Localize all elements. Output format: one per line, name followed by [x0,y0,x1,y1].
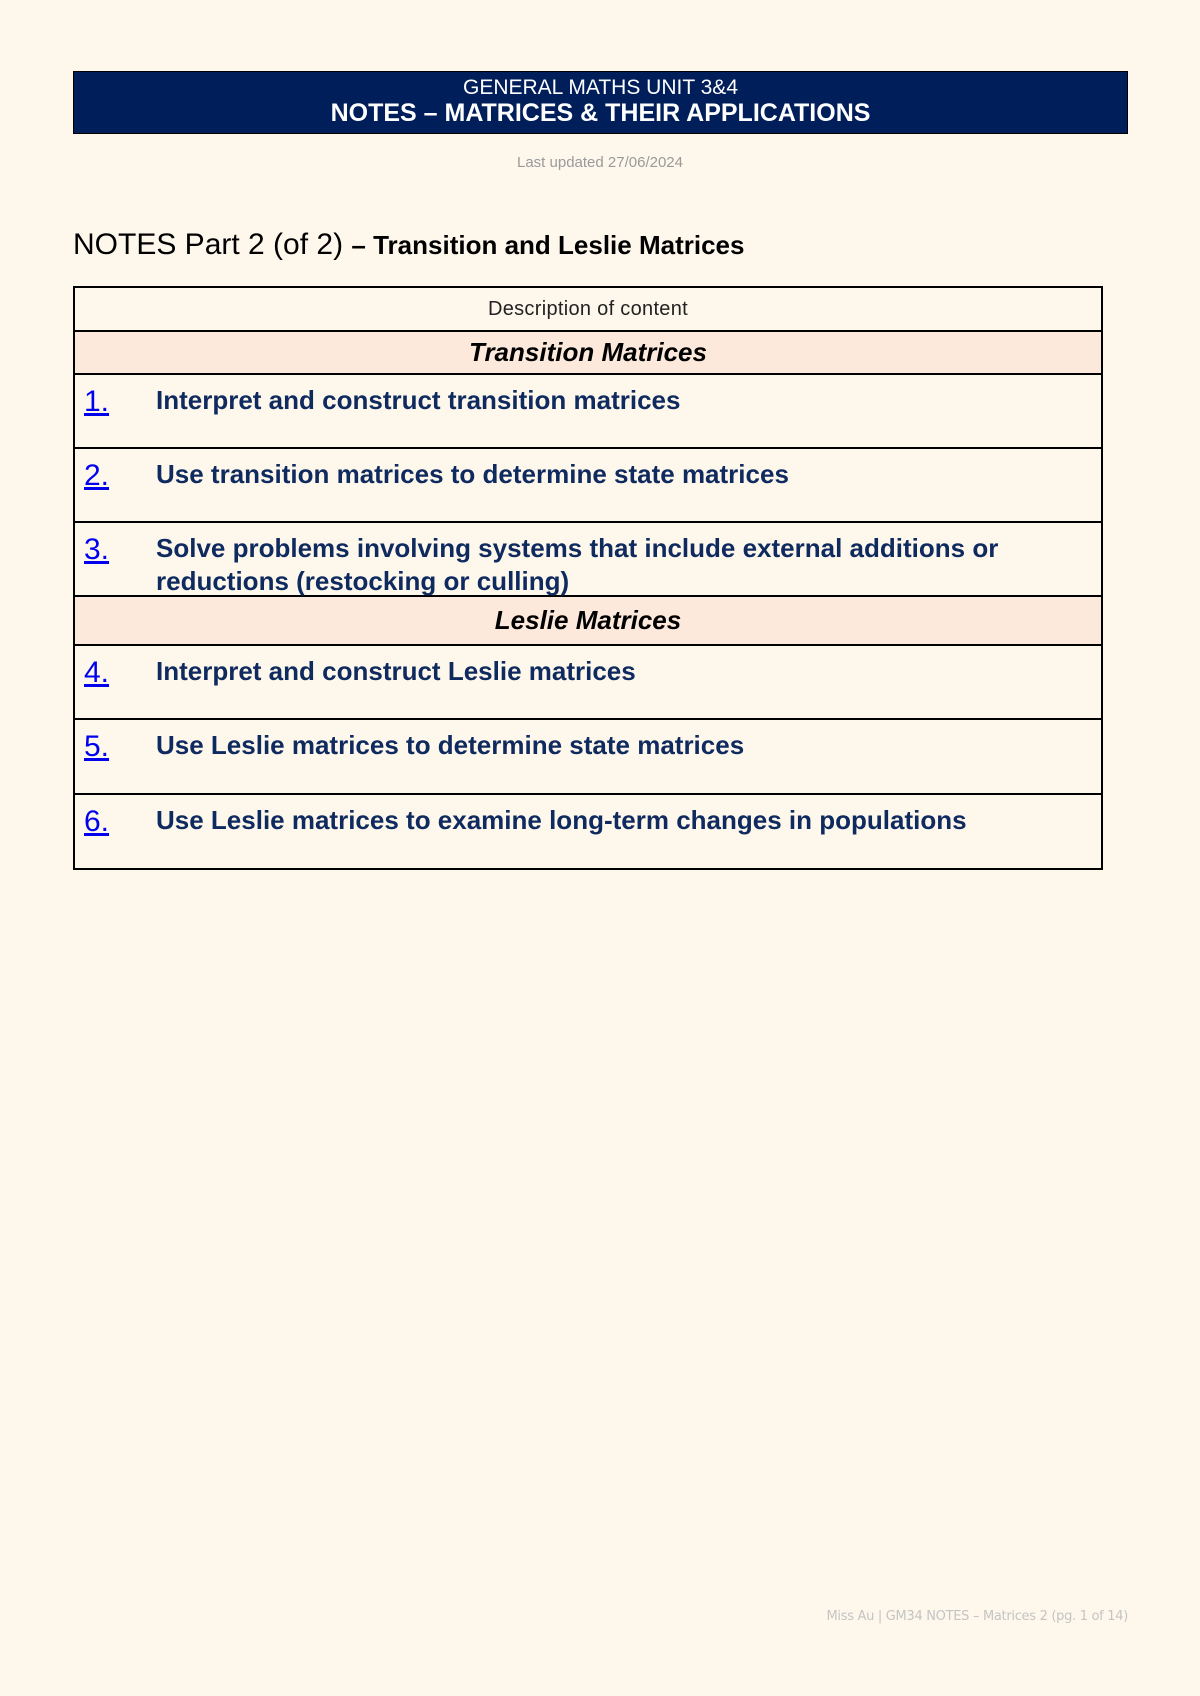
section-leslie-matrices: Leslie Matrices [73,597,1103,646]
table-row [73,720,1103,795]
last-updated-text: Last updated 27/06/2024 [517,154,683,171]
title-banner [73,71,1128,134]
item-description: Solve problems involving systems that include external additions or reductions (restocking or culling) [156,533,999,596]
item-link-6[interactable]: 6. [84,805,110,838]
item-link-2[interactable]: 2. [84,459,110,492]
contents-table [73,286,1103,870]
heading-sub: – Transition and Leslie Matrices [351,230,745,260]
item-link-3[interactable]: 3. [84,533,110,566]
item-description: Interpret and construct Leslie matrices [156,656,636,686]
item-link-5[interactable]: 5. [84,730,110,763]
page-footer: Miss Au | GM34 NOTES – Matrices 2 (pg. 1 of 14) [826,1609,1128,1624]
table-row [73,795,1103,870]
item-description: Use Leslie matrices to determine state matrices [156,730,745,760]
table-row [73,523,1103,597]
table-row [73,375,1103,449]
section-transition-matrices: Transition Matrices [73,332,1103,375]
section-heading [73,228,744,262]
heading-main: NOTES Part 2 (of 2) [73,228,352,261]
item-description: Interpret and construct transition matrices [156,385,681,415]
table-header: Description of content [73,286,1103,332]
item-link-4[interactable]: 4. [84,656,110,689]
item-description: Use transition matrices to determine state matrices [156,459,789,489]
table-row [73,646,1103,720]
table-row [73,449,1103,523]
page-title: NOTES – MATRICES & THEIR APPLICATIONS [330,99,871,127]
item-link-1[interactable]: 1. [84,385,110,418]
item-description: Use Leslie matrices to examine long-term changes in populations [156,805,967,835]
unit-label: GENERAL MATHS UNIT 3&4 [462,76,738,99]
